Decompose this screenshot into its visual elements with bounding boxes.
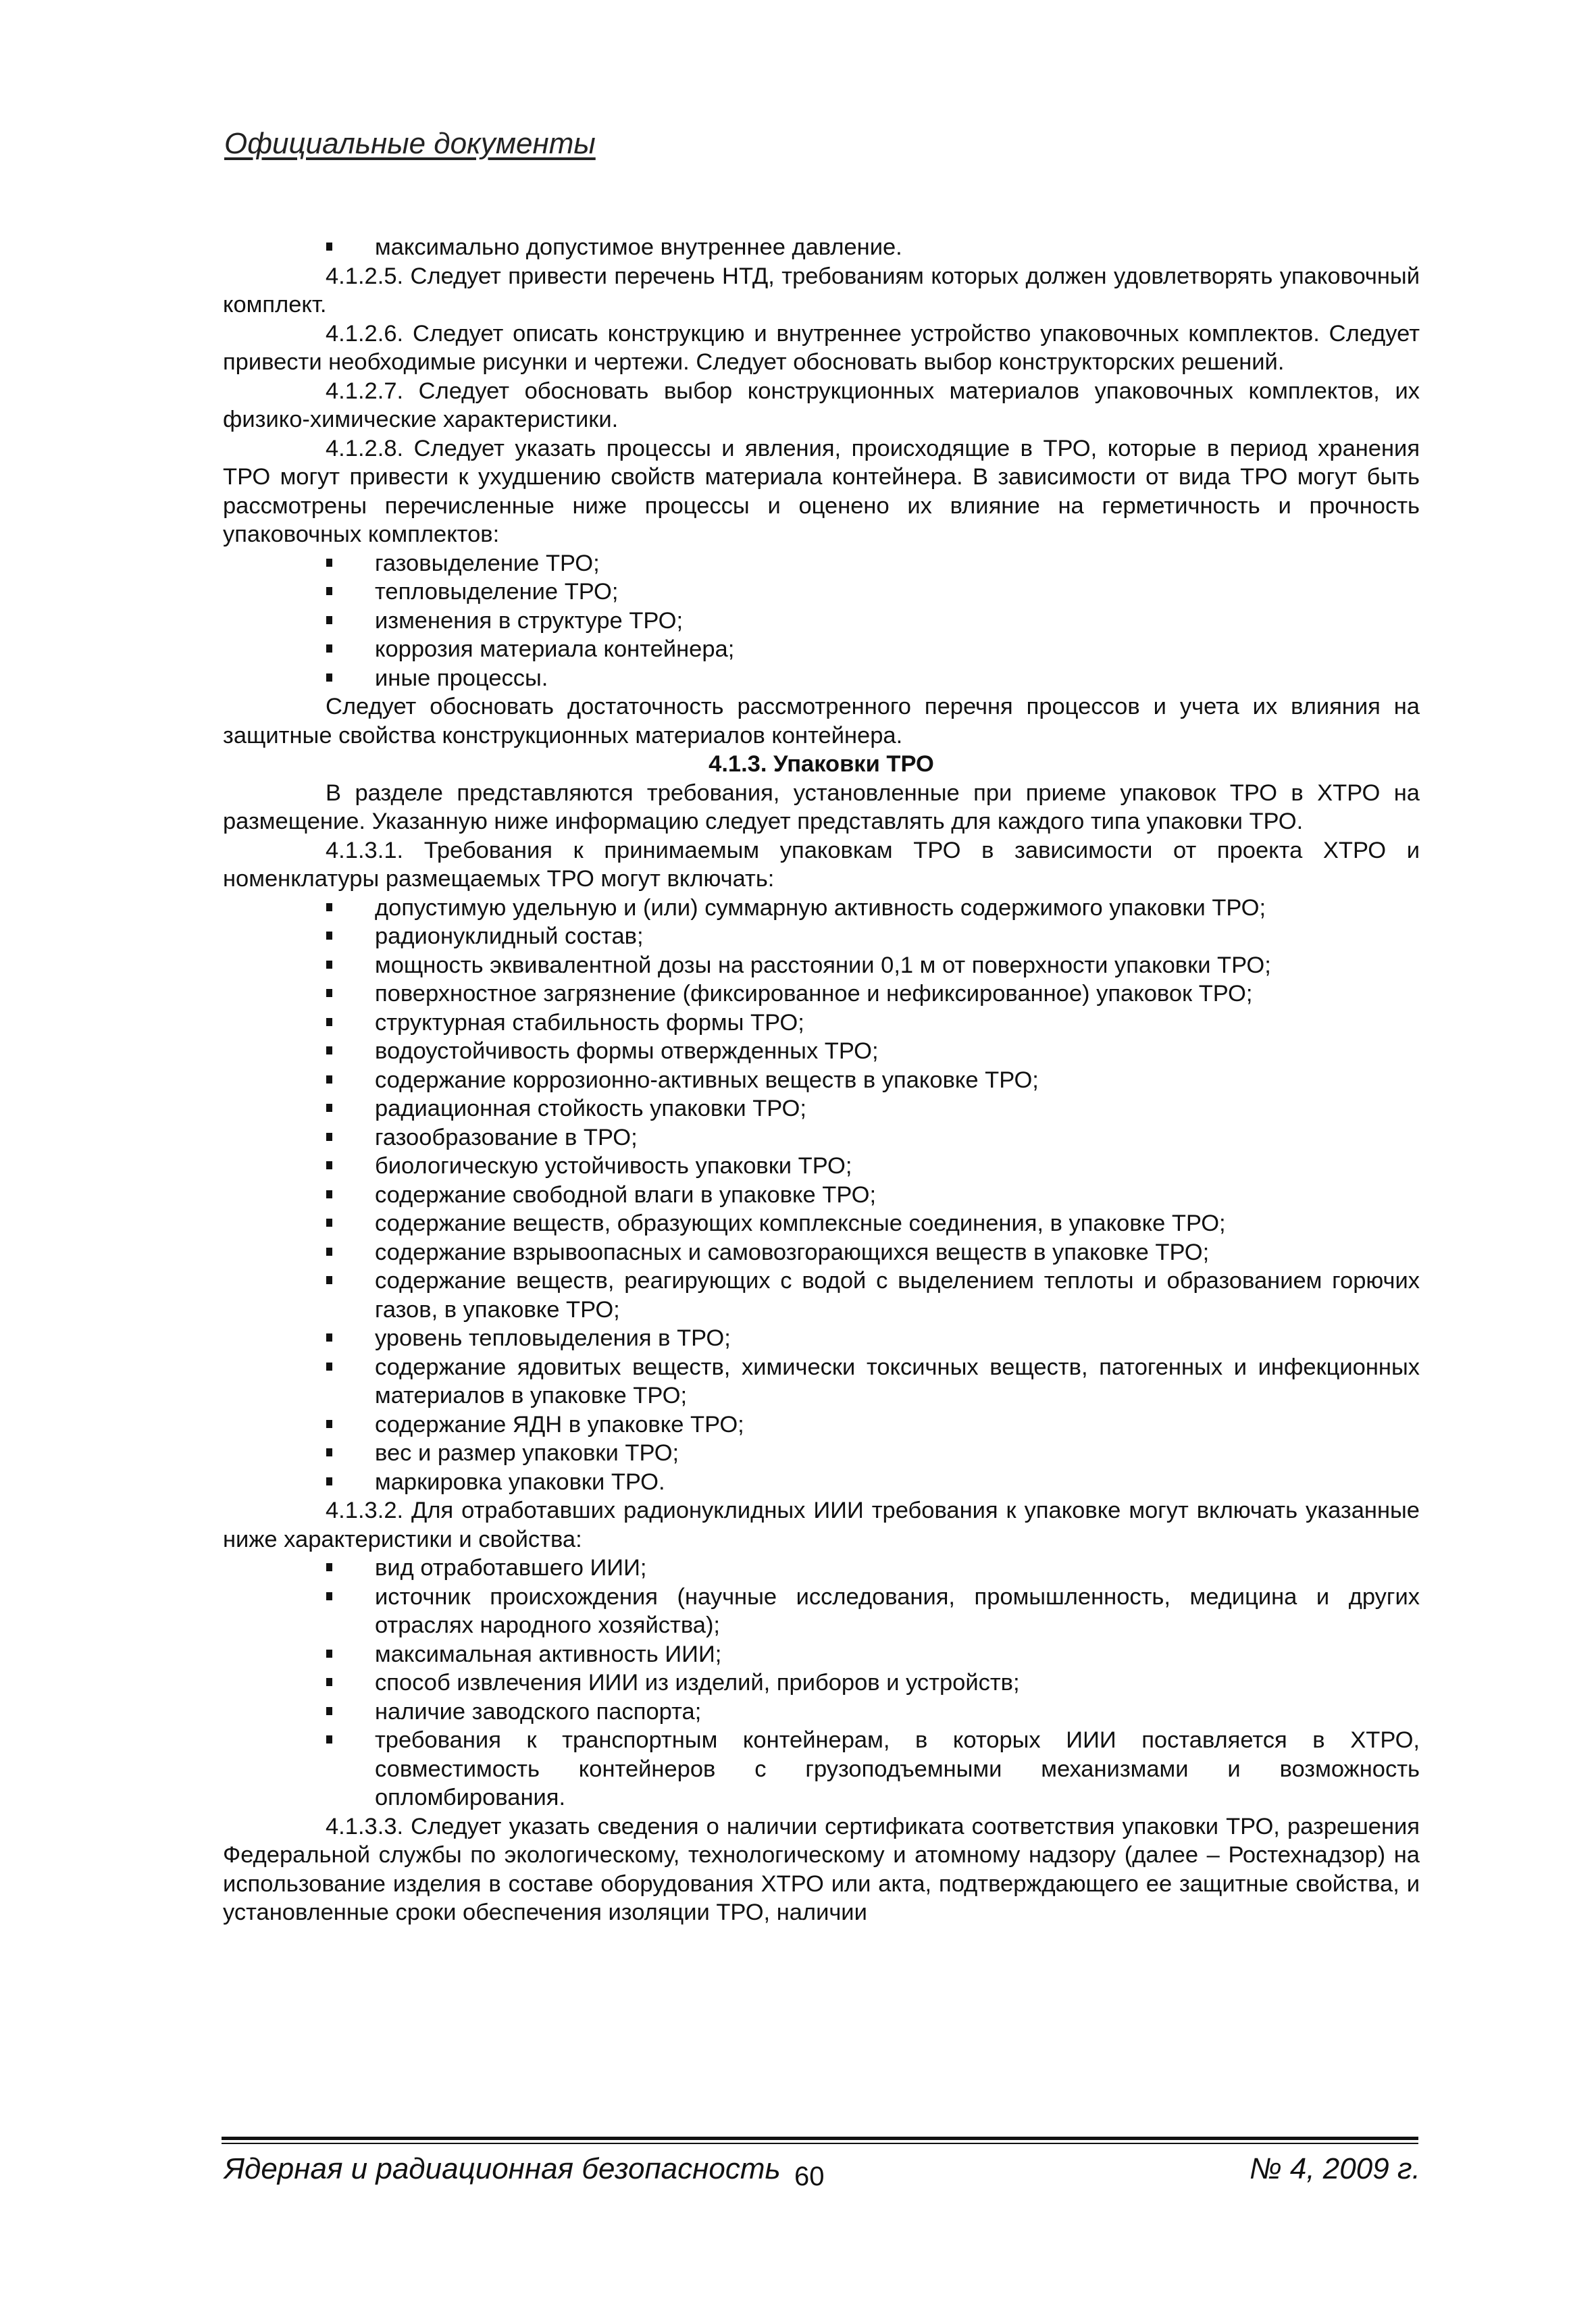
bullet-icon [326, 961, 332, 969]
bullet-icon [326, 1420, 332, 1428]
list-item: максимально допустимое внутреннее давление. [223, 233, 1420, 262]
paragraph-4-1-2-8: 4.1.2.8. Следует указать процессы и явления, происходящие в ТРО, которые в период хранения ТРО могут привести к ухудшению свойств материала контейнера. В зависимости от вида ТРО могут быть рассмотрены перечисленные ниже процессы и оценено их влияние на герметичность и прочность упаковочных комплектов: [223, 435, 1420, 547]
bullet-icon [326, 1448, 332, 1456]
list-item: поверхностное загрязнение (фиксированное и нефиксированное) упаковок ТРО; [223, 980, 1420, 1009]
bullet-icon [326, 1333, 332, 1342]
paragraph-intro: В разделе представляются требования, установленные при приеме упаковок ТРО в ХТРО на размещение. Указанную ниже информацию следует представлять для каждого типа упаковки ТРО. [223, 780, 1420, 834]
list-item: коррозия материала контейнера; [223, 635, 1420, 664]
bullet-icon [326, 1190, 332, 1198]
bullet-icon [326, 1650, 332, 1658]
list-item: маркировка упаковки ТРО. [223, 1468, 1420, 1497]
list-item: вид отработавшего ИИИ; [223, 1554, 1420, 1583]
footer-divider-thick [222, 2137, 1418, 2140]
list-item: водоустойчивость формы отвержденных ТРО; [223, 1037, 1420, 1066]
bullet-list-requirements [223, 894, 1420, 1497]
list-item: вес и размер упаковки ТРО; [223, 1439, 1420, 1468]
list-item: иные процессы. [223, 664, 1420, 693]
paragraph-4-1-2-5: 4.1.2.5. Следует привести перечень НТД, требованиям которых должен удовлетворять упаковочный комплект. [223, 263, 1420, 317]
bullet-icon [326, 1735, 332, 1744]
section-heading: 4.1.3. Упаковки ТРО [709, 751, 934, 777]
paragraph-4-1-3-2: 4.1.3.2. Для отработавших радионуклидных ИИИ требования к упаковке могут включать указанные ниже характеристики и свойства: [223, 1498, 1420, 1552]
bullet-list-processes [223, 549, 1420, 693]
list-item: биологическую устойчивость упаковки ТРО; [223, 1152, 1420, 1181]
list-item: радиационная стойкость упаковки ТРО; [223, 1094, 1420, 1123]
paragraph-4-1-2-6: 4.1.2.6. Следует описать конструкцию и внутреннее устройство упаковочных комплектов. Следует привести необходимые рисунки и чертежи. Следует обосновать выбор конструкторских решений. [223, 320, 1420, 375]
bullet-icon [326, 673, 332, 682]
bullet-icon [326, 903, 332, 911]
list-item: допустимую удельную и (или) суммарную активность содержимого упаковки ТРО; [223, 894, 1420, 923]
bullet-icon [326, 616, 332, 624]
bullet-list-sources [223, 1554, 1420, 1812]
list-item: содержание коррозионно-активных веществ в упаковке ТРО; [223, 1066, 1420, 1095]
bullet-icon [326, 587, 332, 595]
bullet-icon [326, 559, 332, 567]
paragraph-4-1-3-1: 4.1.3.1. Требования к принимаемым упаковкам ТРО в зависимости от проекта ХТРО и номенклатуры размещаемых ТРО могут включать: [223, 837, 1420, 892]
page-number: 60 [794, 2162, 825, 2191]
bullet-icon [326, 1161, 332, 1169]
page-header: Официальные документы [224, 127, 596, 160]
bullet-icon [326, 1477, 332, 1485]
list-item: радионуклидный состав; [223, 922, 1420, 951]
list-item: наличие заводского паспорта; [223, 1698, 1420, 1727]
list-item: требования к транспортным контейнерам, в которых ИИИ поставляется в ХТРО, совместимость контейнеров с грузоподъемными механизмами и возможность опломбирования. [223, 1726, 1420, 1812]
list-item: содержание взрывоопасных и самовозгорающихся веществ в упаковке ТРО; [223, 1238, 1420, 1267]
journal-title: Ядерная и радиационная безопасность [224, 2152, 781, 2185]
list-item: газообразование в ТРО; [223, 1123, 1420, 1152]
bullet-icon [326, 644, 332, 653]
list-item: содержание веществ, образующих комплексные соединения, в упаковке ТРО; [223, 1209, 1420, 1238]
list-item: мощность эквивалентной дозы на расстоянии 0,1 м от поверхности упаковки ТРО; [223, 951, 1420, 980]
bullet-icon [326, 1133, 332, 1141]
bullet-icon [326, 1075, 332, 1084]
bullet-icon [326, 1592, 332, 1600]
bullet-icon [326, 243, 332, 251]
bullet-icon [326, 1104, 332, 1112]
list-item: структурная стабильность формы ТРО; [223, 1009, 1420, 1038]
list-item: источник происхождения (научные исследования, промышленность, медицина и других отраслях народного хозяйства); [223, 1583, 1420, 1640]
paragraph-4-1-3-3: 4.1.3.3. Следует указать сведения о наличии сертификата соответствия упаковки ТРО, разрешения Федеральной службы по экологическому, технологическому и атомному надзору (далее – Ростехнадзор) на использование изделия в составе оборудования ХТРО или акта, подтверждающего ее защитные свойства, и установленные сроки обеспечения изоляции ТРО, наличии [223, 1813, 1420, 1925]
bullet-icon [326, 1018, 332, 1026]
list-item: содержание ядовитых веществ, химически токсичных веществ, патогенных и инфекционных материалов в упаковке ТРО; [223, 1353, 1420, 1410]
bullet-icon [326, 1276, 332, 1284]
main-content [223, 233, 1420, 1927]
bullet-icon [326, 932, 332, 940]
issue-number: № 4, 2009 г. [1250, 2152, 1420, 2185]
bullet-icon [326, 1363, 332, 1371]
bullet-icon [326, 1046, 332, 1054]
list-item: уровень тепловыделения в ТРО; [223, 1324, 1420, 1353]
list-item: содержание свободной влаги в упаковке ТРО; [223, 1181, 1420, 1210]
paragraph-4-1-2-7: 4.1.2.7. Следует обосновать выбор конструкционных материалов упаковочных комплектов, их физико-химические характеристики. [223, 378, 1420, 432]
list-item: содержание ЯДН в упаковке ТРО; [223, 1410, 1420, 1440]
bullet-icon [326, 1563, 332, 1571]
paragraph-conclusion: Следует обосновать достаточность рассмотренного перечня процессов и учета их влияния на защитные свойства конструкционных материалов контейнера. [223, 694, 1420, 748]
list-item: газовыделение ТРО; [223, 549, 1420, 578]
bullet-icon [326, 1219, 332, 1227]
bullet-icon [326, 1248, 332, 1256]
footer-divider-thin [222, 2143, 1418, 2144]
list-item: способ извлечения ИИИ из изделий, приборов и устройств; [223, 1669, 1420, 1698]
list-item: содержание веществ, реагирующих с водой с выделением теплоты и образованием горючих газов, в упаковке ТРО; [223, 1267, 1420, 1324]
list-item: изменения в структуре ТРО; [223, 607, 1420, 636]
list-item: тепловыделение ТРО; [223, 578, 1420, 607]
bullet-list-top [223, 233, 1420, 262]
list-item: максимальная активность ИИИ; [223, 1640, 1420, 1669]
bullet-icon [326, 989, 332, 997]
bullet-icon [326, 1707, 332, 1715]
bullet-icon [326, 1678, 332, 1686]
